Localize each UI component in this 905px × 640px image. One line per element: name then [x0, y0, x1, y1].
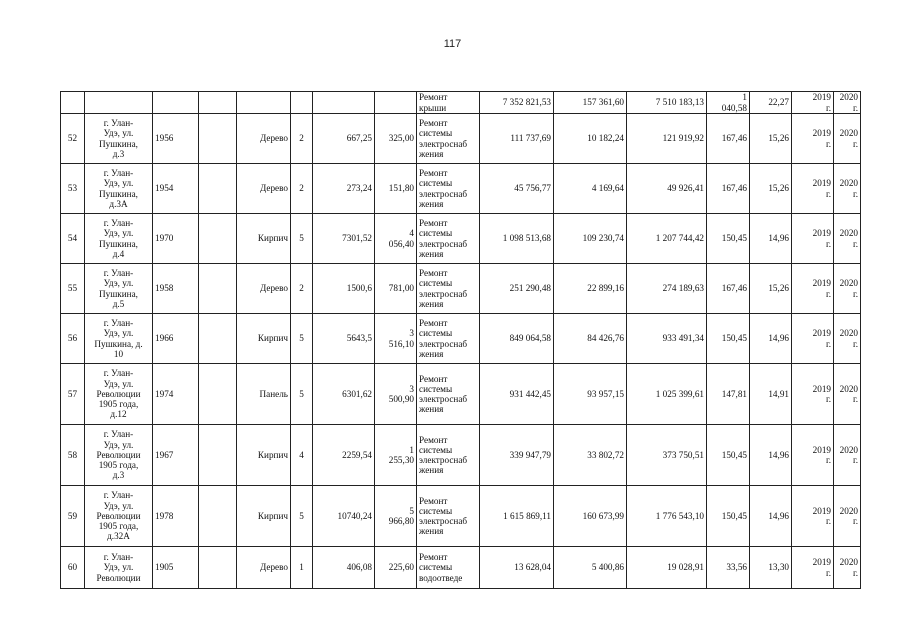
unit-cost-limit: 14,91 — [750, 364, 792, 425]
total-cost: 274 189,63 — [627, 264, 707, 314]
floor-count: 5 — [291, 214, 313, 264]
row-number: 55 — [61, 264, 85, 314]
total-cost: 1 207 744,42 — [627, 214, 707, 264]
work-cost: 931 442,45 — [480, 364, 554, 425]
wall-material: Кирпич — [237, 486, 291, 547]
end-year: 2020 г. — [834, 214, 861, 264]
start-year: 2019 г. — [792, 114, 834, 164]
unit-cost: 167,46 — [707, 114, 750, 164]
work-type: Ремонт системы электроснаб жения — [417, 425, 480, 486]
end-year: 2020 г. — [834, 264, 861, 314]
wall-material — [237, 92, 291, 114]
start-year: 2019 г. — [792, 364, 834, 425]
supervision-cost: 84 426,76 — [554, 314, 627, 364]
living-area: 1 255,30 — [375, 425, 417, 486]
empty-cell — [199, 314, 237, 364]
total-area: 6301,62 — [313, 364, 375, 425]
construction-year: 1978 — [153, 486, 199, 547]
wall-material: Дерево — [237, 264, 291, 314]
unit-cost-limit: 14,96 — [750, 425, 792, 486]
total-cost: 933 491,34 — [627, 314, 707, 364]
supervision-cost: 5 400,86 — [554, 547, 627, 589]
repair-schedule-table — [60, 91, 861, 589]
work-cost: 339 947,79 — [480, 425, 554, 486]
construction-year: 1966 — [153, 314, 199, 364]
living-area: 3 516,10 — [375, 314, 417, 364]
work-type: Ремонт системы электроснаб жения — [417, 314, 480, 364]
total-area: 7301,52 — [313, 214, 375, 264]
start-year: 2019 г. — [792, 264, 834, 314]
construction-year: 1905 — [153, 547, 199, 589]
empty-cell — [199, 92, 237, 114]
building-address: г. Улан- Удэ, ул. Пушкина, д. 10 — [85, 314, 153, 364]
total-cost: 121 919,92 — [627, 114, 707, 164]
total-area — [313, 92, 375, 114]
unit-cost: 167,46 — [707, 164, 750, 214]
row-number: 54 — [61, 214, 85, 264]
start-year: 2019 г. — [792, 164, 834, 214]
total-cost: 373 750,51 — [627, 425, 707, 486]
building-address: г. Улан- Удэ, ул. Революции — [85, 547, 153, 589]
supervision-cost: 93 957,15 — [554, 364, 627, 425]
living-area: 151,80 — [375, 164, 417, 214]
construction-year: 1967 — [153, 425, 199, 486]
unit-cost-limit: 15,26 — [750, 164, 792, 214]
floor-count: 4 — [291, 425, 313, 486]
floor-count: 5 — [291, 486, 313, 547]
total-cost: 1 025 399,61 — [627, 364, 707, 425]
table-row — [61, 214, 861, 264]
total-area: 2259,54 — [313, 425, 375, 486]
living-area — [375, 92, 417, 114]
unit-cost-limit: 15,26 — [750, 264, 792, 314]
row-number: 57 — [61, 364, 85, 425]
total-area: 5643,5 — [313, 314, 375, 364]
work-type: Ремонт крыши — [417, 92, 480, 114]
unit-cost: 150,45 — [707, 425, 750, 486]
row-number: 52 — [61, 114, 85, 164]
end-year: 2020 г. — [834, 547, 861, 589]
wall-material: Дерево — [237, 114, 291, 164]
table-row — [61, 314, 861, 364]
end-year: 2020 г. — [834, 92, 861, 114]
supervision-cost: 160 673,99 — [554, 486, 627, 547]
total-area: 273,24 — [313, 164, 375, 214]
work-type: Ремонт системы электроснаб жения — [417, 114, 480, 164]
work-type: Ремонт системы водоотведе — [417, 547, 480, 589]
unit-cost: 150,45 — [707, 486, 750, 547]
unit-cost-limit: 14,96 — [750, 314, 792, 364]
work-cost: 251 290,48 — [480, 264, 554, 314]
work-cost: 1 098 513,68 — [480, 214, 554, 264]
start-year: 2019 г. — [792, 92, 834, 114]
table-row — [61, 364, 861, 425]
unit-cost: 150,45 — [707, 214, 750, 264]
empty-cell — [199, 264, 237, 314]
wall-material: Кирпич — [237, 314, 291, 364]
table-row — [61, 164, 861, 214]
construction-year: 1954 — [153, 164, 199, 214]
living-area: 4 056,40 — [375, 214, 417, 264]
unit-cost: 147,81 — [707, 364, 750, 425]
living-area: 225,60 — [375, 547, 417, 589]
work-type: Ремонт системы электроснаб жения — [417, 264, 480, 314]
living-area: 325,00 — [375, 114, 417, 164]
total-cost: 7 510 183,13 — [627, 92, 707, 114]
row-number: 60 — [61, 547, 85, 589]
empty-cell — [199, 214, 237, 264]
supervision-cost: 22 899,16 — [554, 264, 627, 314]
table-row — [61, 92, 861, 114]
work-type: Ремонт системы электроснаб жения — [417, 164, 480, 214]
supervision-cost: 10 182,24 — [554, 114, 627, 164]
empty-cell — [199, 425, 237, 486]
end-year: 2020 г. — [834, 164, 861, 214]
wall-material: Кирпич — [237, 425, 291, 486]
work-cost: 1 615 869,11 — [480, 486, 554, 547]
supervision-cost: 109 230,74 — [554, 214, 627, 264]
work-cost: 7 352 821,53 — [480, 92, 554, 114]
end-year: 2020 г. — [834, 314, 861, 364]
total-cost: 19 028,91 — [627, 547, 707, 589]
work-cost: 45 756,77 — [480, 164, 554, 214]
table-row — [61, 264, 861, 314]
floor-count: 1 — [291, 547, 313, 589]
empty-cell — [199, 114, 237, 164]
building-address: г. Улан- Удэ, ул. Революции 1905 года, д.3 — [85, 425, 153, 486]
wall-material: Дерево — [237, 164, 291, 214]
building-address: г. Улан- Удэ, ул. Пушкина, д.4 — [85, 214, 153, 264]
total-area: 667,25 — [313, 114, 375, 164]
building-address — [85, 92, 153, 114]
empty-cell — [199, 547, 237, 589]
work-cost: 849 064,58 — [480, 314, 554, 364]
row-number: 53 — [61, 164, 85, 214]
table-row — [61, 114, 861, 164]
start-year: 2019 г. — [792, 486, 834, 547]
building-address: г. Улан- Удэ, ул. Пушкина, д.3 — [85, 114, 153, 164]
living-area: 3 500,90 — [375, 364, 417, 425]
building-address: г. Улан- Удэ, ул. Революции 1905 года, д.12 — [85, 364, 153, 425]
work-type: Ремонт системы электроснаб жения — [417, 364, 480, 425]
empty-cell — [199, 364, 237, 425]
work-cost: 13 628,04 — [480, 547, 554, 589]
floor-count: 2 — [291, 114, 313, 164]
building-address: г. Улан- Удэ, ул. Пушкина, д.3А — [85, 164, 153, 214]
row-number: 58 — [61, 425, 85, 486]
page-number: 117 — [443, 38, 462, 50]
end-year: 2020 г. — [834, 114, 861, 164]
unit-cost: 1 040,58 — [707, 92, 750, 114]
supervision-cost: 4 169,64 — [554, 164, 627, 214]
start-year: 2019 г. — [792, 547, 834, 589]
start-year: 2019 г. — [792, 314, 834, 364]
construction-year: 1970 — [153, 214, 199, 264]
end-year: 2020 г. — [834, 364, 861, 425]
table-row — [61, 547, 861, 589]
unit-cost: 33,56 — [707, 547, 750, 589]
unit-cost: 167,46 — [707, 264, 750, 314]
work-type: Ремонт системы электроснаб жения — [417, 486, 480, 547]
living-area: 781,00 — [375, 264, 417, 314]
wall-material: Панель — [237, 364, 291, 425]
end-year: 2020 г. — [834, 486, 861, 547]
supervision-cost: 157 361,60 — [554, 92, 627, 114]
empty-cell — [199, 164, 237, 214]
work-type: Ремонт системы электроснаб жения — [417, 214, 480, 264]
unit-cost-limit: 14,96 — [750, 486, 792, 547]
floor-count: 2 — [291, 164, 313, 214]
table-row — [61, 425, 861, 486]
unit-cost-limit: 22,27 — [750, 92, 792, 114]
unit-cost: 150,45 — [707, 314, 750, 364]
table-row — [61, 486, 861, 547]
living-area: 5 966,80 — [375, 486, 417, 547]
supervision-cost: 33 802,72 — [554, 425, 627, 486]
row-number: 59 — [61, 486, 85, 547]
building-address: г. Улан- Удэ, ул. Революции 1905 года, д.32А — [85, 486, 153, 547]
floor-count: 5 — [291, 364, 313, 425]
floor-count: 2 — [291, 264, 313, 314]
construction-year: 1974 — [153, 364, 199, 425]
row-number — [61, 92, 85, 114]
construction-year — [153, 92, 199, 114]
total-area: 10740,24 — [313, 486, 375, 547]
total-area: 406,08 — [313, 547, 375, 589]
floor-count: 5 — [291, 314, 313, 364]
total-area: 1500,6 — [313, 264, 375, 314]
end-year: 2020 г. — [834, 425, 861, 486]
unit-cost-limit: 15,26 — [750, 114, 792, 164]
floor-count — [291, 92, 313, 114]
total-cost: 1 776 543,10 — [627, 486, 707, 547]
building-address: г. Улан- Удэ, ул. Пушкина, д.5 — [85, 264, 153, 314]
work-cost: 111 737,69 — [480, 114, 554, 164]
start-year: 2019 г. — [792, 214, 834, 264]
construction-year: 1956 — [153, 114, 199, 164]
wall-material: Кирпич — [237, 214, 291, 264]
construction-year: 1958 — [153, 264, 199, 314]
row-number: 56 — [61, 314, 85, 364]
wall-material: Дерево — [237, 547, 291, 589]
unit-cost-limit: 14,96 — [750, 214, 792, 264]
empty-cell — [199, 486, 237, 547]
total-cost: 49 926,41 — [627, 164, 707, 214]
start-year: 2019 г. — [792, 425, 834, 486]
unit-cost-limit: 13,30 — [750, 547, 792, 589]
